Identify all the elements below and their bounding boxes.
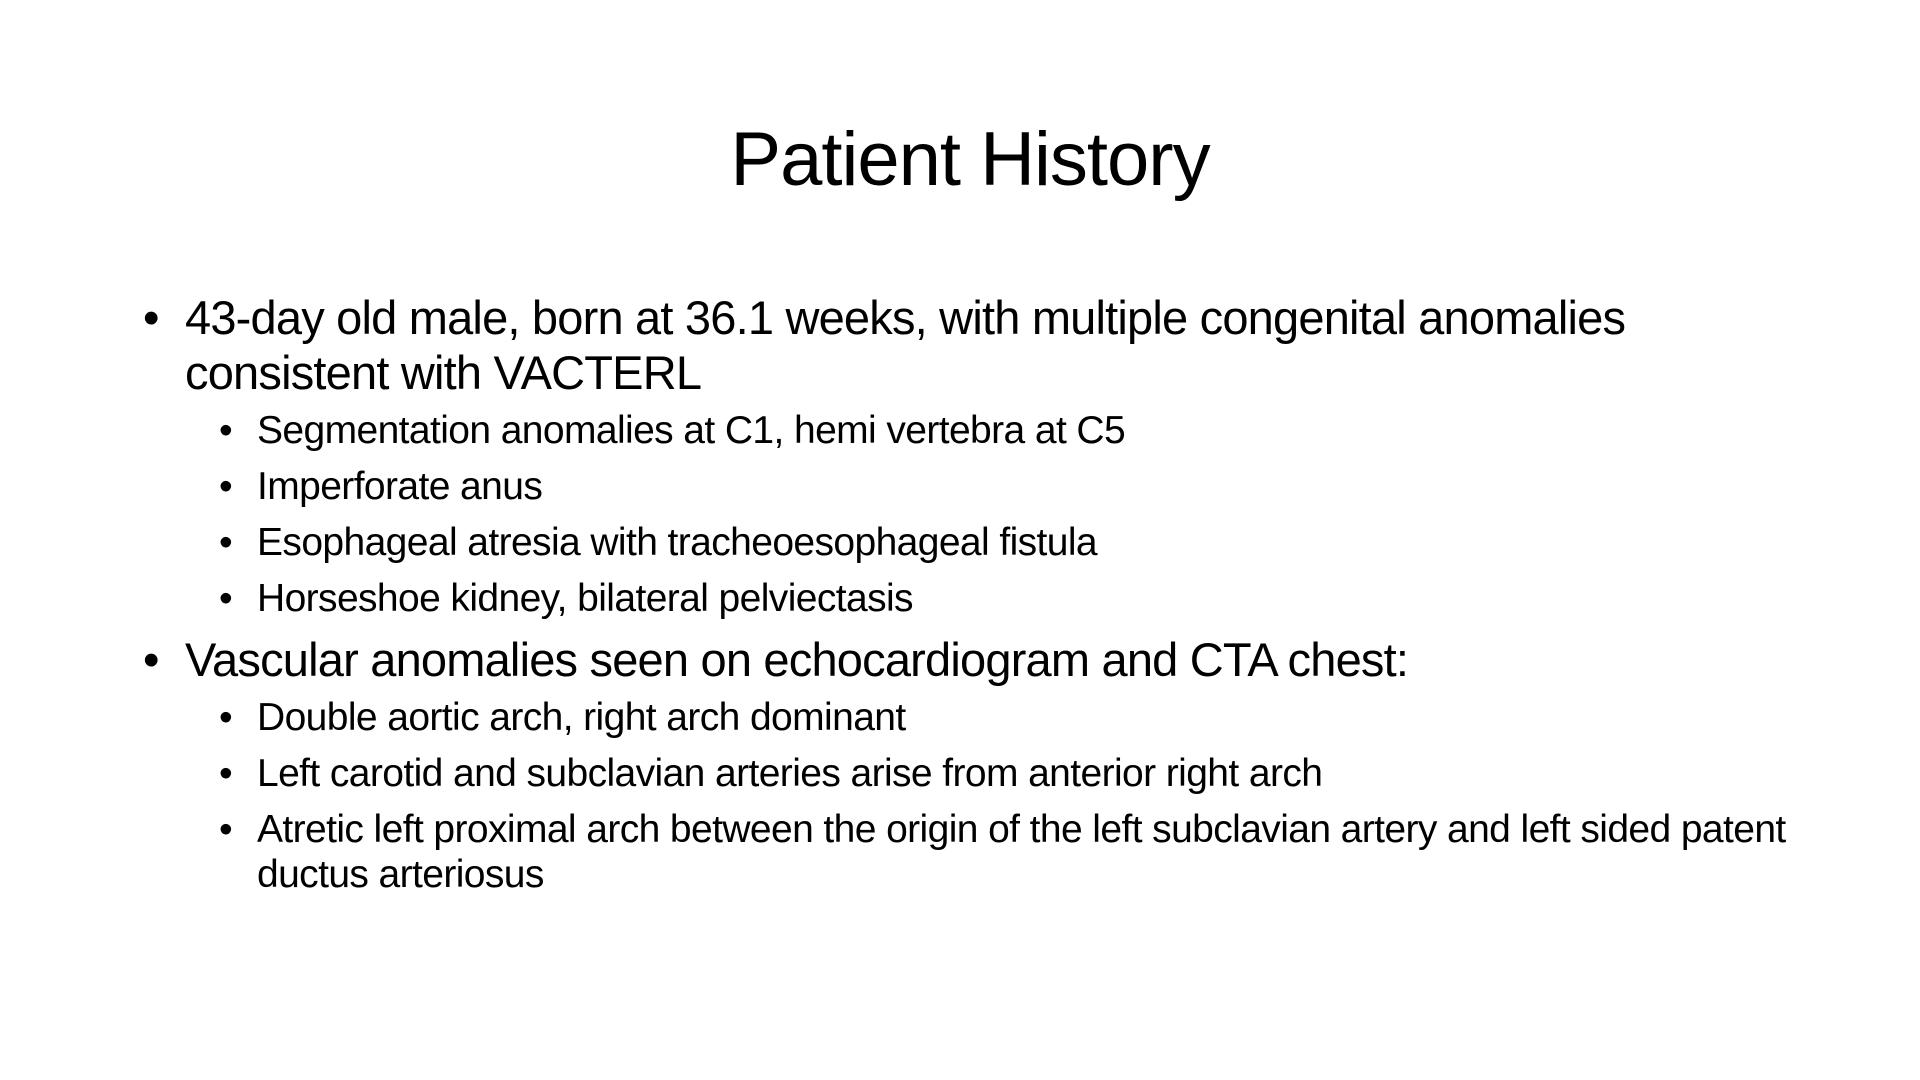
sub-bullet-text: Left carotid and subclavian arteries arise from anterior right arch xyxy=(257,752,1323,795)
slide-body xyxy=(143,290,1843,908)
bullet-history xyxy=(143,290,1745,400)
bullet-icon: • xyxy=(219,409,233,452)
sub-bullet xyxy=(143,807,1817,897)
bullet-icon: • xyxy=(219,577,233,620)
sub-bullet-text: Segmentation anomalies at C1, hemi vertebra at C5 xyxy=(257,409,1126,452)
sub-bullet xyxy=(143,408,1843,453)
sub-bullet-text: Atretic left proximal arch between the origin of the left subclavian artery and left sided patent ductus arteriosus xyxy=(257,808,1786,896)
bullet-icon: • xyxy=(219,752,233,795)
bullet-icon: • xyxy=(143,633,159,686)
bullet-icon: • xyxy=(143,291,159,344)
sub-bullet xyxy=(143,695,1843,740)
sub-bullet-text: Horseshoe kidney, bilateral pelviectasis xyxy=(257,577,913,620)
bullet-text: 43-day old male, born at 36.1 weeks, with multiple congenital anomalies consistent with VACTERL xyxy=(185,291,1626,399)
bullet-icon: • xyxy=(219,465,233,508)
bullet-icon: • xyxy=(219,696,233,739)
sub-list-vascular xyxy=(143,695,1843,897)
sub-bullet xyxy=(143,751,1843,796)
sub-bullet-text: Imperforate anus xyxy=(257,465,543,508)
sub-bullet xyxy=(143,576,1843,621)
sub-bullet-text: Double aortic arch, right arch dominant xyxy=(257,696,906,739)
bullet-vascular xyxy=(143,632,1843,687)
sub-bullet-text: Esophageal atresia with tracheoesophageal fistula xyxy=(257,521,1098,564)
bullet-text: Vascular anomalies seen on echocardiogram and CTA chest: xyxy=(185,633,1409,686)
bullet-icon: • xyxy=(219,808,233,851)
sub-list-history xyxy=(143,408,1843,621)
bullet-icon: • xyxy=(219,521,233,564)
sub-bullet xyxy=(143,464,1843,509)
sub-bullet xyxy=(143,520,1843,565)
slide-title: Patient History xyxy=(730,117,1210,202)
